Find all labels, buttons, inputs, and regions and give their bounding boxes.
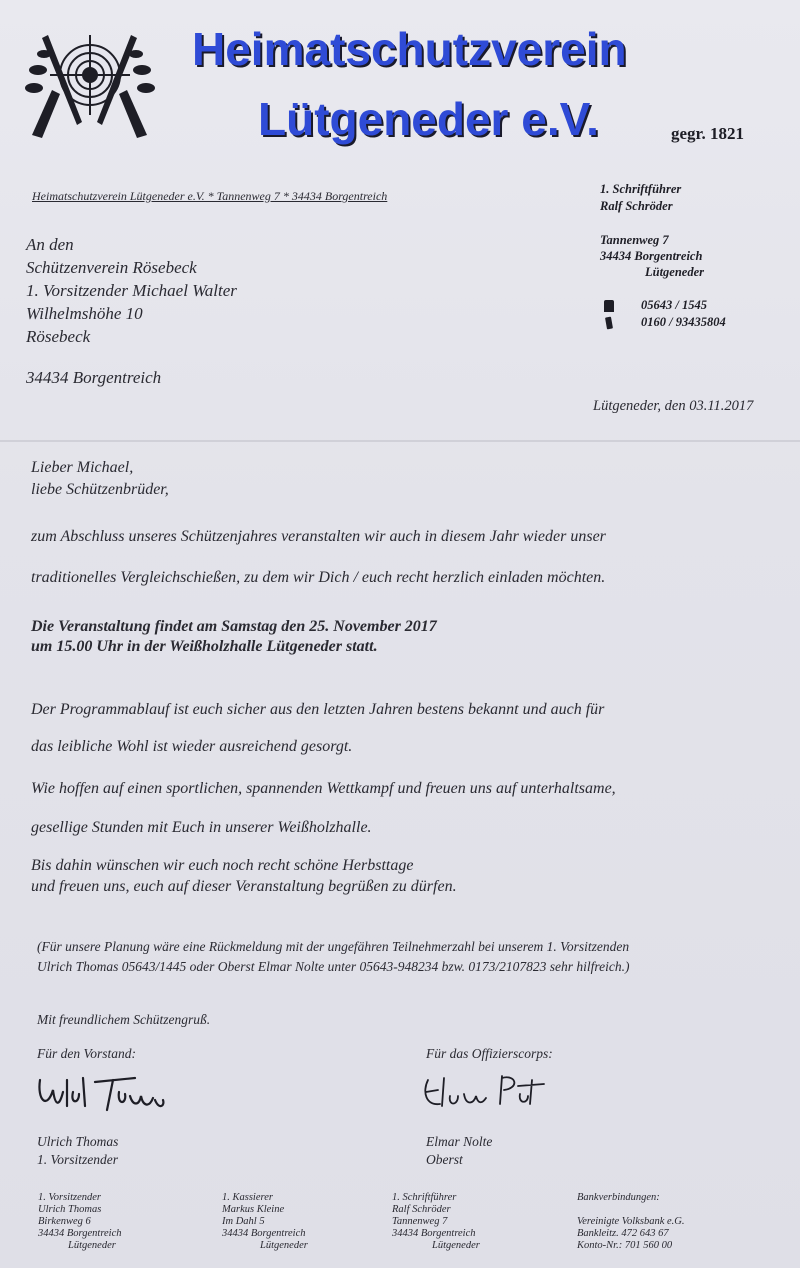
body-text-line: Der Programmablauf ist euch sicher aus den letzten Jahren bestens bekannt und auch für (31, 701, 605, 718)
greeting-line: Lieber Michael, (31, 459, 134, 476)
body-text-line: das leibliche Wohl ist wieder ausreichend gesorgt. (31, 738, 353, 755)
sender-address-line: Heimatschutzverein Lütgeneder e.V. * Tannenweg 7 * 34434 Borgentreich (32, 189, 388, 203)
footer-line: Ralf Schröder (392, 1204, 451, 1215)
footer-line: 1. Vorsitzender (38, 1192, 101, 1203)
event-details-line: Die Veranstaltung findet am Samstag den 25. November 2017 (31, 618, 437, 635)
left-signer-role: 1. Vorsitzender (37, 1152, 118, 1167)
recipient-line: Rösebeck (26, 327, 91, 346)
recipient-line: Schützenverein Rösebeck (26, 258, 197, 277)
footer-line: Bankverbindungen: (577, 1192, 660, 1203)
footer-line: 1. Schriftführer (392, 1192, 457, 1203)
recipient-line: Wilhelmshöhe 10 (26, 304, 143, 323)
rsvp-note (37, 937, 629, 977)
body-text-line: und freuen uns, euch auf dieser Veranstaltung begrüßen zu dürfen. (31, 878, 457, 895)
right-signer-role: Oberst (426, 1152, 463, 1167)
footer-secretary (392, 1192, 480, 1252)
left-signer-name: Ulrich Thomas (37, 1134, 119, 1149)
paper-fold (0, 440, 800, 442)
body-text-line: traditionelles Vergleichschießen, zu dem wir Dich / euch recht herzlich einladen möchten. (31, 569, 606, 586)
sender-phone: 05643 / 1545 (641, 298, 707, 312)
sender-name: Ralf Schröder (600, 199, 673, 213)
footer-line: 1. Kassierer (222, 1192, 273, 1203)
body-text-line: gesellige Stunden mit Euch in unserer Weißholzhalle. (31, 819, 372, 836)
right-handwritten-signature (420, 1068, 550, 1113)
right-signer-name: Elmar Nolte (426, 1134, 493, 1149)
footer-line: 34434 Borgentreich (222, 1228, 306, 1239)
footer-line: Lütgeneder (432, 1240, 480, 1251)
footer-line: 34434 Borgentreich (38, 1228, 122, 1239)
footer-line: Vereinigte Volksbank e.G. (577, 1216, 685, 1227)
sender-mobile: 0160 / 93435804 (641, 315, 726, 329)
body-text-line: Wie hoffen auf einen sportlichen, spannenden Wettkampf und freuen uns auf unterhaltsame, (31, 780, 616, 797)
telephone-icon (604, 300, 614, 312)
footer-line: Bankleitz. 472 643 67 (577, 1228, 669, 1239)
rsvp-note-line: Ulrich Thomas 05643/1445 oder Oberst Elmar Nolte unter 05643-948234 bzw. 0173/2107823 sehr hilfreich.) (37, 959, 630, 974)
footer-line: Birkenweg 6 (38, 1216, 91, 1227)
footer-line: Im Dahl 5 (222, 1216, 265, 1227)
club-crest-logo (22, 30, 157, 145)
footer-line: Ulrich Thomas (38, 1204, 102, 1215)
footer-treasurer (222, 1192, 308, 1252)
sender-street: Tannenweg 7 (600, 233, 669, 247)
letter-date: Lütgeneder, den 03.11.2017 (593, 398, 754, 414)
club-name-line1: Heimatschutzverein (192, 23, 627, 75)
founded-year: gegr. 1821 (671, 124, 745, 143)
body-text-line: Bis dahin wünschen wir euch noch recht schöne Herbsttage (31, 857, 414, 874)
event-details-line: um 15.00 Uhr in der Weißholzhalle Lütgeneder statt. (31, 638, 378, 655)
mobile-phone-icon (605, 317, 613, 330)
footer-line (577, 1204, 685, 1216)
recipient-city: 34434 Borgentreich (26, 368, 162, 387)
footer-line: Markus Kleine (222, 1204, 285, 1215)
greeting-line: liebe Schützenbrüder, (31, 481, 169, 498)
footer-line: 34434 Borgentreich (392, 1228, 476, 1239)
footer-bank-details (577, 1192, 685, 1252)
footer-line: Konto-Nr.: 701 560 00 (577, 1240, 673, 1251)
closing-line: Mit freundlichem Schützengruß. (37, 1012, 211, 1027)
footer-line: Tannenweg 7 (392, 1216, 448, 1227)
sender-district: Lütgeneder (645, 265, 705, 279)
left-signature-label: Für den Vorstand: (37, 1046, 136, 1061)
recipient-address (26, 233, 237, 348)
recipient-line: 1. Vorsitzender Michael Walter (26, 281, 237, 300)
right-signature-label: Für das Offizierscorps: (426, 1046, 553, 1061)
footer-line: Lütgeneder (260, 1240, 308, 1251)
club-name-line2: Lütgeneder e.V. (258, 93, 599, 145)
body-text-line: zum Abschluss unseres Schützenjahres veranstalten wir auch in diesem Jahr wieder unser (31, 528, 606, 545)
recipient-line: An den (26, 235, 74, 254)
sender-role: 1. Schriftführer (600, 182, 682, 196)
left-handwritten-signature (35, 1070, 170, 1120)
footer-chairman (38, 1192, 122, 1252)
sender-city: 34434 Borgentreich (600, 249, 703, 263)
rsvp-note-line: (Für unsere Planung wäre eine Rückmeldung mit der ungefähren Teilnehmerzahl bei unserem 1. Vorsitzenden (37, 939, 630, 954)
footer-line: Lütgeneder (68, 1240, 116, 1251)
